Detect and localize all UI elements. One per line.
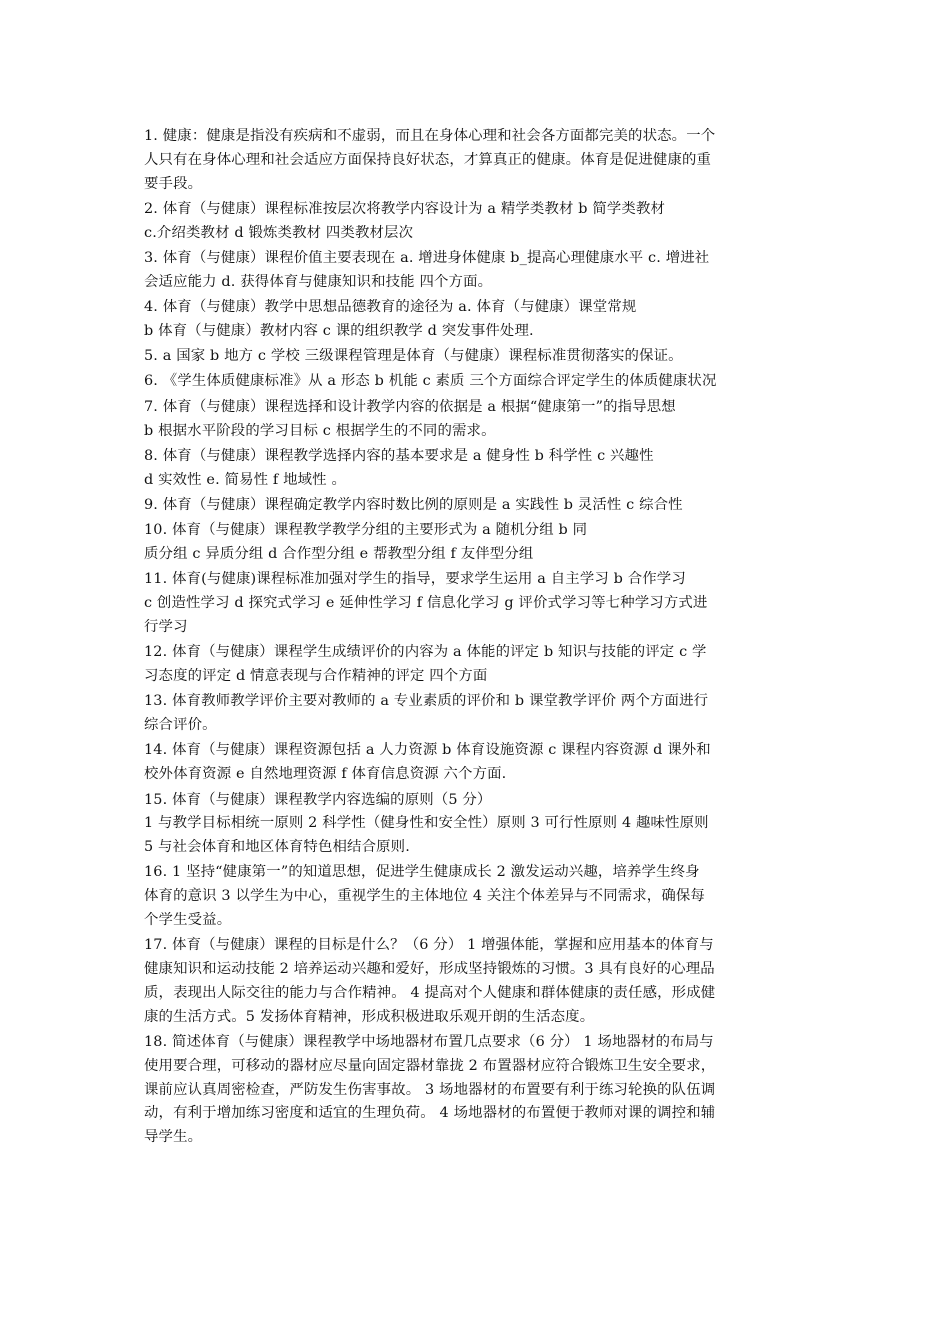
paragraph-line: 11. 体育(与健康)课程标准加强对学生的指导，要求学生运用 a 自主学习 b 合作学习 bbox=[144, 571, 686, 588]
paragraph-line: 1. 健康：健康是指没有疾病和不虚弱，而且在身体心理和社会各方面都完美的状态。一个 bbox=[144, 128, 716, 144]
paragraph-item-2 bbox=[144, 198, 809, 246]
paragraph-line: 人只有在身体心理和社会适应方面保持良好状态，才算真正的健康。体育是促进健康的重 bbox=[144, 151, 712, 168]
paragraph-item-14 bbox=[144, 739, 809, 787]
paragraph-line: c 创造性学习 d 探究式学习 e 延伸性学习 f 信息化学习 g 评价式学习等七种学习方式进 bbox=[144, 595, 708, 612]
paragraph-line: 质分组 c 异质分组 d 合作型分组 e 帮教型分组 f 友伴型分组 bbox=[144, 546, 534, 563]
paragraph-line: 1 与教学目标相统一原则 2 科学性（健身性和安全性）原则 3 可行性原则 4 趣味性原则 bbox=[144, 815, 709, 832]
paragraph-item-4 bbox=[144, 296, 809, 344]
paragraph-line: 15. 体育（与健康）课程教学内容选编的原则（5 分） bbox=[144, 791, 492, 808]
paragraph-line: 会适应能力 d. 获得体育与健康知识和技能 四个方面。 bbox=[144, 273, 493, 290]
paragraph-line: 康的生活方式。5 发扬体育精神，形成积极进取乐观开朗的生活态度。 bbox=[144, 1008, 595, 1025]
paragraph-item-17 bbox=[144, 934, 809, 1029]
paragraph-line: 2. 体育（与健康）课程标准按层次将教学内容设计为 a 精学类教材 b 简学类教材 bbox=[144, 200, 666, 217]
paragraph-line: 4. 体育（与健康）教学中思想品德教育的途径为 a. 体育（与健康）课堂常规 bbox=[144, 299, 637, 316]
paragraph-line: 6. 《学生体质健康标准》从 a 形态 b 机能 c 素质 三个方面综合评定学生的体质健康状况 bbox=[144, 373, 717, 390]
paragraph-item-12 bbox=[144, 641, 809, 689]
paragraph-item-3 bbox=[144, 247, 809, 295]
paragraph-line: 综合评价。 bbox=[144, 717, 217, 734]
paragraph-line: 使用要合理，可移动的器材应尽量向固定器材靠拢 2 布置器材应符合锻炼卫生安全要求， bbox=[144, 1057, 716, 1074]
paragraph-item-1 bbox=[144, 125, 809, 196]
paragraph-line: b 根据水平阶段的学习目标 c 根据学生的不同的需求。 bbox=[144, 422, 496, 439]
paragraph-item-16 bbox=[144, 861, 809, 932]
paragraph-line: 习态度的评定 d 情意表现与合作精神的评定 四个方面 bbox=[144, 668, 488, 685]
paragraph-line: c.介绍类教材 d 锻炼类教材 四类教材层次 bbox=[144, 224, 414, 241]
paragraph-line: 校外体育资源 e 自然地理资源 f 体育信息资源 六个方面. bbox=[144, 766, 507, 783]
paragraph-item-11 bbox=[144, 568, 809, 639]
paragraph-line: 8. 体育（与健康）课程教学选择内容的基本要求是 a 健身性 b 科学性 c 兴趣性 bbox=[144, 447, 654, 464]
paragraph-line: 要手段。 bbox=[144, 175, 203, 192]
paragraph-line: 12. 体育（与健康）课程学生成绩评价的内容为 a 体能的评定 b 知识与技能的评定 c 学 bbox=[144, 644, 707, 661]
paragraph-line: 18. 简述体育（与健康）课程教学中场地器材布置几点要求（6 分） 1 场地器材的布局与 bbox=[144, 1033, 714, 1050]
paragraph-item-18 bbox=[144, 1031, 809, 1150]
paragraph-line: 17. 体育（与健康）课程的目标是什么？（6 分） 1 增强体能，掌握和应用基本的体育与 bbox=[144, 937, 714, 954]
paragraph-line: 10. 体育（与健康）课程教学教学分组的主要形式为 a 随机分组 b 同 bbox=[144, 522, 588, 539]
paragraph-line: 体育的意识 3 以学生为中心，重视学生的主体地位 4 关注个体差异与不同需求，确保每 bbox=[144, 888, 705, 905]
paragraph-line: 7. 体育（与健康）课程选择和设计教学内容的依据是 a 根据“健康第一”的指导思想 bbox=[144, 398, 676, 415]
paragraph-item-9 bbox=[144, 494, 809, 518]
document-body bbox=[144, 125, 809, 1151]
paragraph-line: 动，有利于增加练习密度和适宜的生理负荷。 4 场地器材的布置便于教师对课的调控和辅 bbox=[144, 1105, 716, 1122]
paragraph-item-5 bbox=[144, 345, 809, 369]
paragraph-line: 个学生受益。 bbox=[144, 912, 232, 928]
paragraph-line: d 实效性 e. 简易性 f 地域性 。 bbox=[144, 471, 346, 488]
paragraph-line: 行学习 bbox=[144, 618, 188, 635]
paragraph-line: 9. 体育（与健康）课程确定教学内容时数比例的原则是 a 实践性 b 灵活性 c 综合性 bbox=[144, 496, 683, 513]
paragraph-line: 质，表现出人际交往的能力与合作精神。 4 提高对个人健康和群体健康的责任感，形成健 bbox=[144, 984, 716, 1001]
paragraph-line: 3. 体育（与健康）课程价值主要表现在 a. 增进身体健康 b_提高心理健康水平 c. 增进社 bbox=[144, 249, 710, 266]
paragraph-line: 13. 体育教师教学评价主要对教师的 a 专业素质的评价和 b 课堂教学评价 两个方面进行 bbox=[144, 693, 709, 710]
paragraph-line: 5 与社会体育和地区体育特色相结合原则. bbox=[144, 839, 410, 856]
paragraph-line: 导学生。 bbox=[144, 1129, 203, 1146]
paragraph-item-8 bbox=[144, 445, 809, 493]
paragraph-line: 16. 1 坚持“健康第一”的知道思想，促进学生健康成长 2 激发运动兴趣，培养学生终身 bbox=[144, 864, 700, 881]
paragraph-item-10 bbox=[144, 519, 809, 567]
paragraph-item-15 bbox=[144, 789, 809, 860]
paragraph-item-13 bbox=[144, 690, 809, 738]
paragraph-line: 课前应认真周密检查，严防发生伤害事故。 3 场地器材的布置要有利于练习轮换的队伍调 bbox=[144, 1081, 716, 1098]
paragraph-line: 健康知识和运动技能 2 培养运动兴趣和爱好，形成坚持锻炼的习惯。3 具有良好的心理品 bbox=[144, 961, 715, 978]
paragraph-item-6 bbox=[144, 370, 809, 394]
paragraph-line: 14. 体育（与健康）课程资源包括 a 人力资源 b 体育设施资源 c 课程内容资源 d 课外和 bbox=[144, 742, 711, 759]
paragraph-item-7 bbox=[144, 396, 809, 444]
paragraph-line: b 体育（与健康）教材内容 c 课的组织教学 d 突发事件处理. bbox=[144, 322, 534, 339]
paragraph-line: 5. a 国家 b 地方 c 学校 三级课程管理是体育（与健康）课程标准贯彻落实的保证。 bbox=[144, 348, 683, 365]
